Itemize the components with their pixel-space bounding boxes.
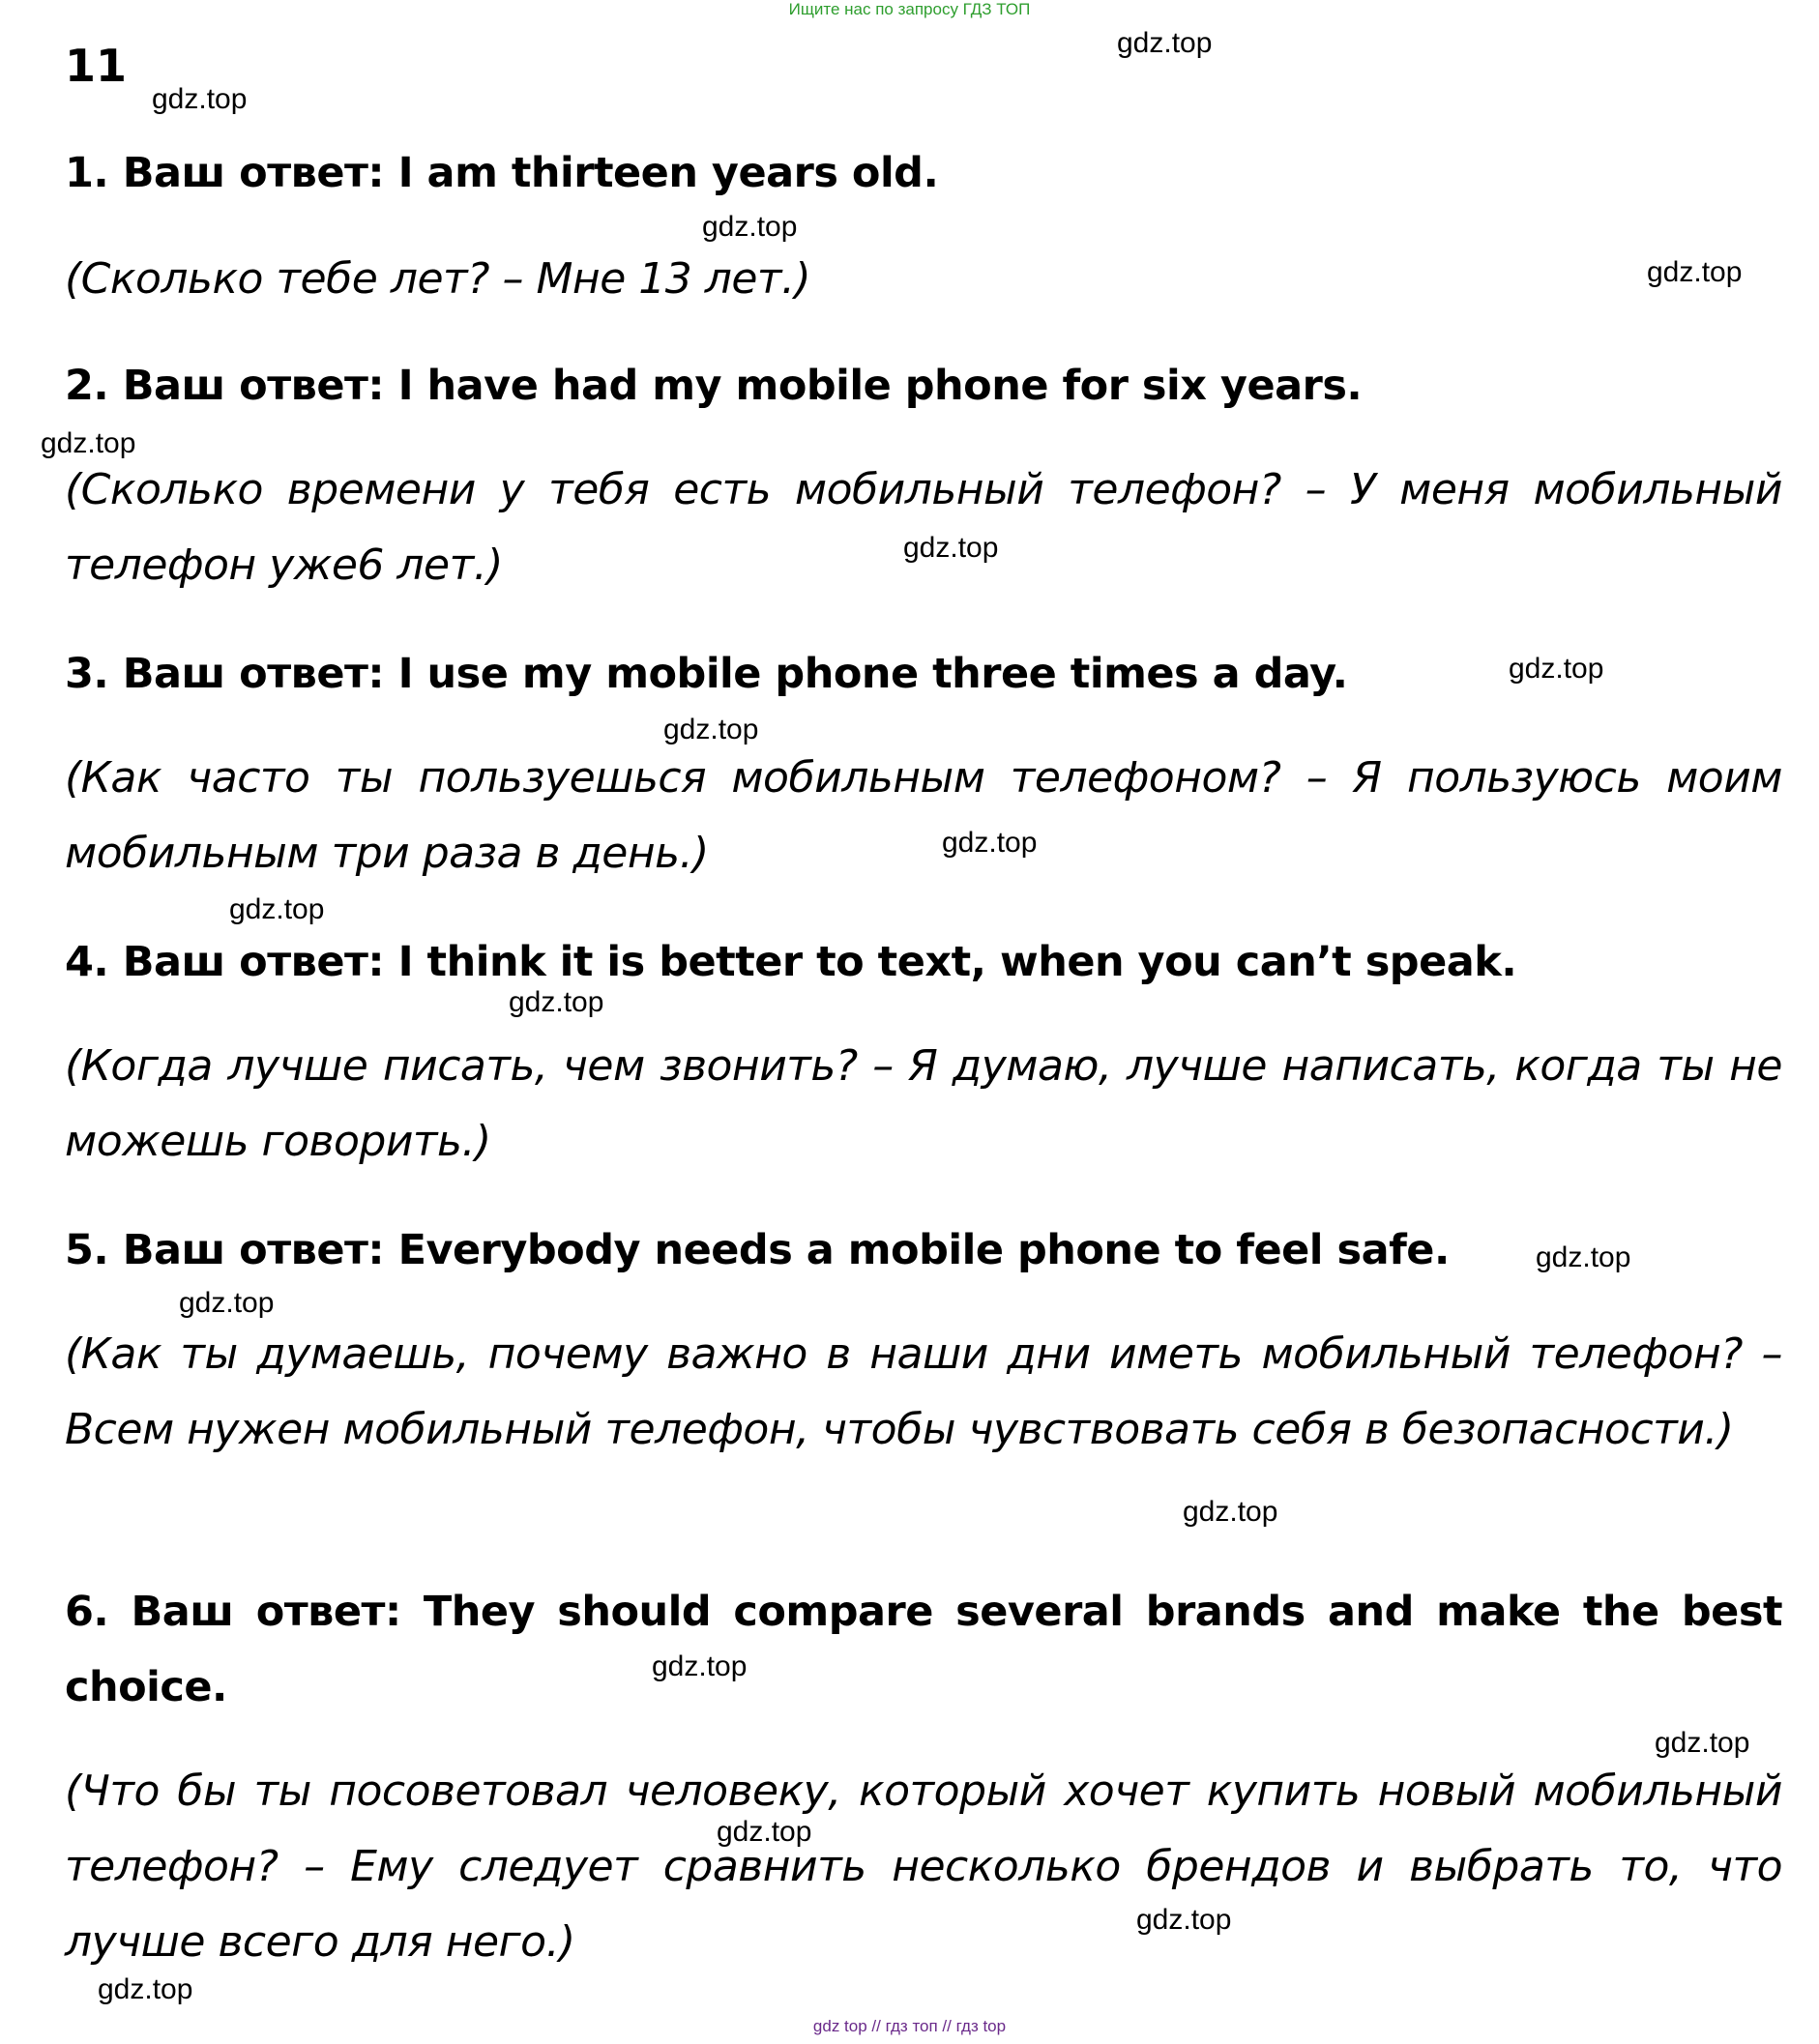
watermark: gdz.top (98, 1973, 193, 2005)
watermark: gdz.top (1136, 1904, 1232, 1936)
watermark: gdz.top (702, 211, 798, 243)
watermark: gdz.top (1536, 1241, 1631, 1273)
translation-6: (Что бы ты посоветовал человеку, который хочет купить новый мобильный телефон? – Ему следует сравнить несколько брендов и выбрать то, что лучше всего для него.) (65, 1767, 1782, 1967)
watermark: gdz.top (1655, 1727, 1750, 1759)
watermark: gdz.top (717, 1816, 812, 1848)
watermark: gdz.top (152, 83, 248, 115)
translation-3: (Как часто ты пользуешься мобильным телефоном? – Я пользуюсь моим мобильным три раза в день.) (65, 753, 1782, 878)
watermark: gdz.top (663, 714, 759, 745)
translation-4: (Когда лучше писать, чем звонить? – Я думаю, лучше написать, когда ты не можешь говорить.) (65, 1041, 1782, 1166)
watermark: gdz.top (1647, 256, 1743, 288)
translation-5: (Как ты думаешь, почему важно в наши дни иметь мобильный телефон? – Всем нужен мобильный телефон, чтобы чувствовать себя в безопасности.) (65, 1329, 1782, 1454)
watermark: gdz.top (942, 827, 1038, 859)
watermark: gdz.top (1509, 653, 1604, 685)
watermark: gdz.top (1183, 1496, 1278, 1528)
watermark: gdz.top (229, 893, 325, 925)
answer-3: 3. Ваш ответ: I use my mobile phone three times a day. (65, 650, 1348, 698)
exercise-number: 11 (65, 40, 128, 92)
watermark: gdz.top (41, 427, 136, 459)
answer-1: 1. Ваш ответ: I am thirteen years old. (65, 149, 939, 197)
watermark: gdz.top (509, 986, 604, 1018)
translation-2: (Сколько времени у тебя есть мобильный телефон? – У меня мобильный телефон уже6 лет.) (65, 465, 1782, 590)
watermark: gdz.top (1117, 27, 1213, 59)
watermark: gdz.top (652, 1650, 748, 1682)
translation-1: (Сколько тебе лет? – Мне 13 лет.) (65, 254, 811, 304)
answer-5: 5. Ваш ответ: Everybody needs a mobile phone to feel safe. (65, 1226, 1450, 1274)
top-banner: Ищите нас по запросу ГДЗ ТОП (788, 0, 1031, 18)
answer-4: 4. Ваш ответ: I think it is better to text, when you can’t speak. (65, 938, 1517, 986)
watermark: gdz.top (179, 1287, 275, 1319)
footer-links: gdz top // гдз топ // гдз top (812, 2017, 1007, 2035)
answer-6: 6. Ваш ответ: They should compare several brands and make the best choice. (65, 1588, 1782, 1711)
answer-2: 2. Ваш ответ: I have had my mobile phone for six years. (65, 362, 1363, 410)
watermark: gdz.top (903, 532, 999, 564)
